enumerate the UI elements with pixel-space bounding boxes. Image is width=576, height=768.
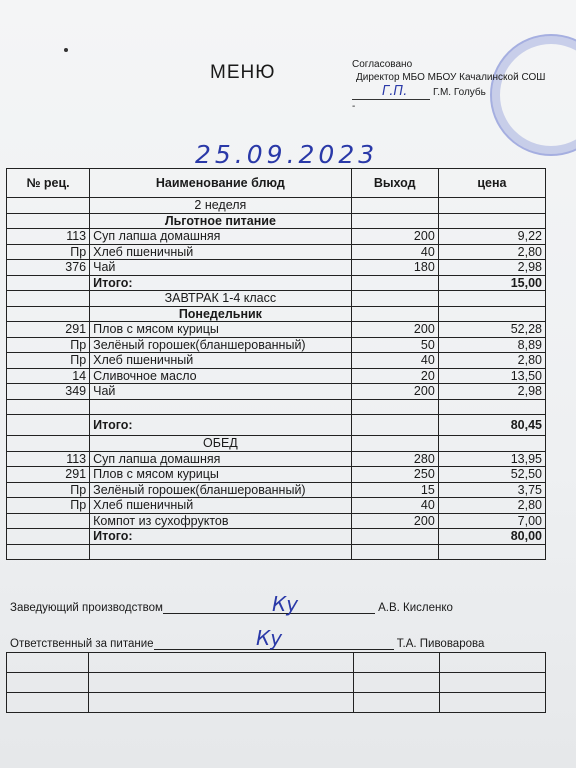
blank-row — [7, 673, 546, 693]
section-row — [7, 436, 546, 452]
recipe-no: 349 — [7, 384, 90, 400]
responsible-label: Ответственный за питание — [10, 638, 154, 650]
empty-cell — [7, 399, 90, 415]
recipe-no: Пр — [7, 498, 90, 514]
total-label: Итого: — [90, 275, 351, 291]
section-title: Понедельник — [90, 306, 351, 322]
menu-table — [6, 168, 546, 560]
production-signature-line — [163, 613, 375, 614]
section-title: Льготное питание — [90, 213, 351, 229]
portion-grams: 200 — [351, 322, 438, 338]
empty-cell — [90, 399, 351, 415]
portion-grams: 200 — [351, 229, 438, 245]
portion-cell — [351, 198, 438, 214]
portion-cell — [351, 436, 438, 452]
blank-row — [7, 653, 546, 673]
director-signature-text: Г.П. — [382, 84, 408, 99]
dish-price: 2,98 — [438, 384, 545, 400]
table-row — [7, 513, 546, 529]
recipe-no: 113 — [7, 229, 90, 245]
approval-extra: - — [352, 101, 356, 112]
dish-name: Суп лапша домашняя — [90, 229, 351, 245]
handwritten-date: 25.09.2023 — [195, 140, 379, 169]
recipe-no: 376 — [7, 260, 90, 276]
table-row — [7, 229, 546, 245]
header-recipe-no: № рец. — [7, 169, 90, 198]
total-price: 80,00 — [438, 529, 545, 545]
empty-cell — [351, 544, 438, 560]
portion-grams: 280 — [351, 451, 438, 467]
price-cell — [438, 436, 545, 452]
approval-agreed: Согласовано — [352, 59, 413, 70]
portion-cell — [351, 291, 438, 307]
recipe-no: Пр — [7, 482, 90, 498]
portion-grams: 250 — [351, 467, 438, 483]
header-price: цена — [438, 169, 545, 198]
recipe-cell — [7, 306, 90, 322]
recipe-no: 291 — [7, 467, 90, 483]
empty-cell — [438, 399, 545, 415]
portion-grams: 20 — [351, 368, 438, 384]
dish-price: 13,50 — [438, 368, 545, 384]
dish-name: Чай — [90, 384, 351, 400]
dish-price: 52,28 — [438, 322, 545, 338]
section-title: 2 неделя — [90, 198, 351, 214]
table-row — [7, 482, 546, 498]
table-row — [7, 451, 546, 467]
production-name: А.В. Кисленко — [378, 602, 453, 614]
director-signature — [352, 85, 430, 100]
dish-price: 3,75 — [438, 482, 545, 498]
page-title: МЕНЮ — [210, 62, 276, 83]
director-name: Г.М. Голубь — [433, 87, 486, 98]
dish-name: Хлеб пшеничный — [90, 498, 351, 514]
dish-price: 2,80 — [438, 353, 545, 369]
recipe-no: 14 — [7, 368, 90, 384]
section-row — [7, 198, 546, 214]
recipe-cell — [7, 275, 90, 291]
dish-price: 7,00 — [438, 513, 545, 529]
footer-production — [10, 602, 453, 614]
portion-cell — [351, 529, 438, 545]
production-label: Заведующий производством — [10, 602, 163, 614]
portion-cell — [351, 213, 438, 229]
price-cell — [438, 213, 545, 229]
responsible-signature: Ку — [256, 626, 283, 650]
section-row — [7, 213, 546, 229]
portion-grams: 200 — [351, 513, 438, 529]
dish-name: Суп лапша домашняя — [90, 451, 351, 467]
empty-cell — [7, 544, 90, 560]
section-row — [7, 306, 546, 322]
price-cell — [438, 198, 545, 214]
table-row — [7, 368, 546, 384]
portion-cell — [351, 415, 438, 436]
section-title: ОБЕД — [90, 436, 351, 452]
recipe-no: Пр — [7, 353, 90, 369]
dish-name: Компот из сухофруктов — [90, 513, 351, 529]
portion-grams: 180 — [351, 260, 438, 276]
blank-row — [7, 544, 546, 560]
production-signature: Ку — [272, 592, 299, 616]
header-dish-name: Наименование блюд — [90, 169, 351, 198]
portion-cell — [351, 306, 438, 322]
approval-signature-line — [352, 85, 545, 100]
dish-name: Сливочное масло — [90, 368, 351, 384]
table-row — [7, 322, 546, 338]
total-row — [7, 415, 546, 436]
recipe-cell — [7, 529, 90, 545]
portion-grams: 200 — [351, 384, 438, 400]
total-row — [7, 529, 546, 545]
recipe-no: 113 — [7, 451, 90, 467]
empty-cell — [90, 544, 351, 560]
empty-cell — [351, 399, 438, 415]
portion-grams: 40 — [351, 353, 438, 369]
table-row — [7, 384, 546, 400]
blank-row — [7, 693, 546, 713]
total-label: Итого: — [90, 529, 351, 545]
dish-price: 2,98 — [438, 260, 545, 276]
footer-responsible — [10, 638, 484, 650]
recipe-cell — [7, 291, 90, 307]
dish-name: Плов с мясом курицы — [90, 467, 351, 483]
total-price: 80,45 — [438, 415, 545, 436]
dish-name: Хлеб пшеничный — [90, 244, 351, 260]
recipe-cell — [7, 436, 90, 452]
table-row — [7, 467, 546, 483]
dish-price: 52,50 — [438, 467, 545, 483]
ink-dot — [64, 48, 68, 52]
dish-price: 13,95 — [438, 451, 545, 467]
recipe-cell — [7, 213, 90, 229]
table-header-row — [7, 169, 546, 198]
dish-name: Хлеб пшеничный — [90, 353, 351, 369]
price-cell — [438, 291, 545, 307]
approval-block — [352, 58, 545, 113]
dish-price: 2,80 — [438, 244, 545, 260]
table-row — [7, 498, 546, 514]
portion-grams: 40 — [351, 244, 438, 260]
dish-name: Плов с мясом курицы — [90, 322, 351, 338]
table-row — [7, 353, 546, 369]
recipe-cell — [7, 198, 90, 214]
recipe-cell — [7, 415, 90, 436]
portion-cell — [351, 275, 438, 291]
total-row — [7, 275, 546, 291]
dish-price: 2,80 — [438, 498, 545, 514]
table-row — [7, 260, 546, 276]
menu-table-body — [7, 198, 546, 560]
approval-director: Директор МБО МБОУ Качалинской СОШ — [356, 72, 546, 83]
dish-name: Чай — [90, 260, 351, 276]
recipe-no — [7, 513, 90, 529]
blank-row — [7, 399, 546, 415]
blank-grid — [6, 652, 546, 713]
recipe-no: Пр — [7, 337, 90, 353]
section-row — [7, 291, 546, 307]
portion-grams: 15 — [351, 482, 438, 498]
dish-price: 8,89 — [438, 337, 545, 353]
empty-cell — [438, 544, 545, 560]
responsible-name: Т.А. Пивоварова — [396, 638, 485, 650]
table-row — [7, 244, 546, 260]
recipe-no: 291 — [7, 322, 90, 338]
dish-price: 9,22 — [438, 229, 545, 245]
price-cell — [438, 306, 545, 322]
dish-name: Зелёный горошек(бланшерованный) — [90, 337, 351, 353]
section-title: ЗАВТРАК 1-4 класс — [90, 291, 351, 307]
portion-grams: 40 — [351, 498, 438, 514]
header-portion: Выход — [351, 169, 438, 198]
portion-grams: 50 — [351, 337, 438, 353]
recipe-no: Пр — [7, 244, 90, 260]
total-label: Итого: — [90, 415, 351, 436]
total-price: 15,00 — [438, 275, 545, 291]
dish-name: Зелёный горошек(бланшерованный) — [90, 482, 351, 498]
table-row — [7, 337, 546, 353]
